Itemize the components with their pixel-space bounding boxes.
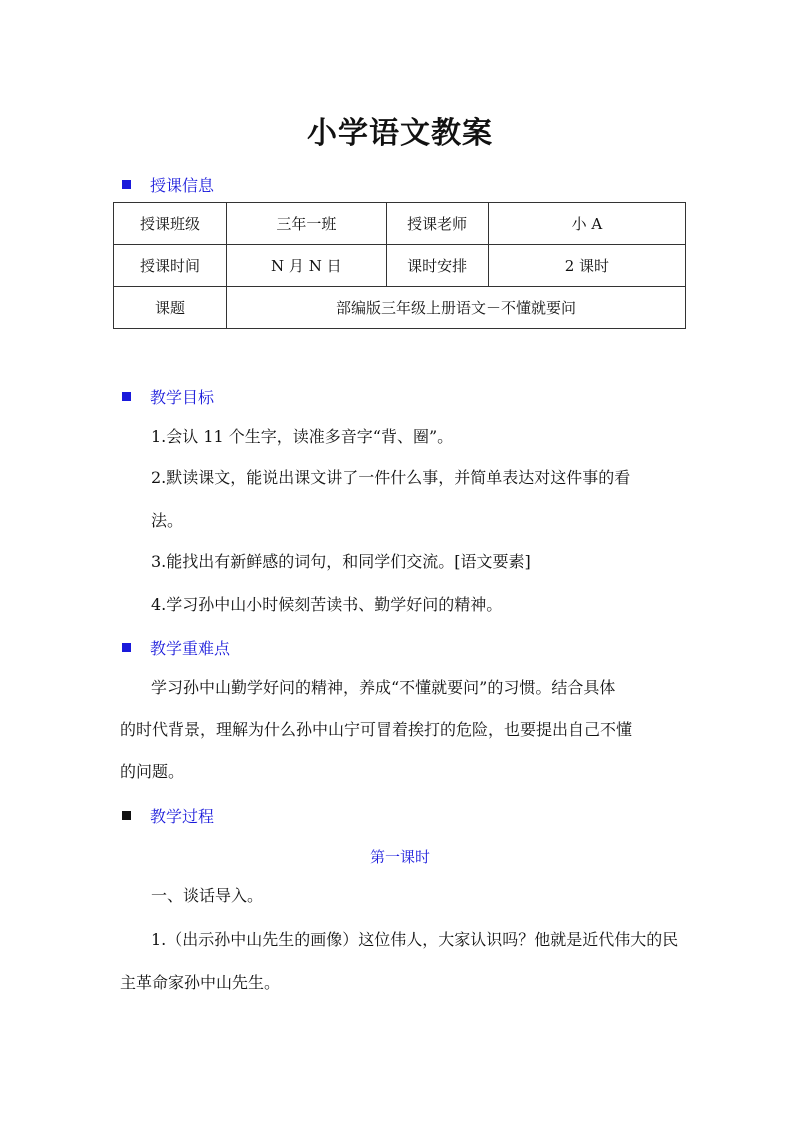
table-cell: 授课时间 — [114, 245, 227, 287]
keypoint-line: 的时代背景，理解为什么孙中山宁可冒着挨打的危险，也要提出自己不懂 — [120, 720, 633, 739]
table-cell: 三年一班 — [227, 203, 387, 245]
keypoint-line: 学习孙中山勤学好问的精神，养成“不懂就要问”的习惯。结合具体 — [151, 678, 616, 697]
keypoint-line: 的问题。 — [120, 762, 185, 781]
table-row — [114, 287, 686, 329]
table-cell: 2 课时 — [488, 245, 685, 287]
section-heading-goals — [122, 385, 214, 408]
lesson-info-table — [113, 202, 686, 329]
process-line: 一、谈话导入。 — [151, 886, 264, 905]
process-line: 1.（出示孙中山先生的画像）这位伟人，大家认识吗？他就是近代伟大的民 — [151, 930, 679, 949]
section-heading-label: 教学重难点 — [150, 639, 231, 658]
section-heading-keypoints — [122, 636, 230, 659]
table-cell: N 月 N 日 — [227, 245, 387, 287]
table-cell: 授课班级 — [114, 203, 227, 245]
table-row — [114, 203, 686, 245]
table-cell: 课题 — [114, 287, 227, 329]
lesson-subtitle: 第一课时 — [369, 848, 430, 866]
table-cell: 授课老师 — [386, 203, 488, 245]
square-bullet-icon — [122, 180, 131, 189]
section-heading-process — [122, 804, 214, 827]
goal-line: 法。 — [151, 511, 184, 530]
table-row — [114, 245, 686, 287]
goal-line: 4.学习孙中山小时候刻苦读书、勤学好问的精神。 — [151, 595, 503, 614]
table-cell: 课时安排 — [386, 245, 488, 287]
square-bullet-icon — [122, 811, 131, 820]
document-title: 小学语文教案 — [307, 116, 493, 151]
section-heading-info — [122, 173, 214, 196]
square-bullet-icon — [122, 392, 131, 401]
section-heading-label: 教学过程 — [150, 807, 215, 826]
process-line: 主革命家孙中山先生。 — [120, 973, 281, 992]
square-bullet-icon — [122, 643, 131, 652]
goal-line: 1.会认 11 个生字，读准多音字“背、圈”。 — [151, 427, 454, 446]
table-cell: 部编版三年级上册语文－不懂就要问 — [227, 287, 686, 329]
table-cell: 小 A — [488, 203, 685, 245]
goal-line: 2.默读课文，能说出课文讲了一件什么事，并简单表达对这件事的看 — [151, 468, 631, 487]
goal-line: 3.能找出有新鲜感的词句，和同学们交流。[语文要素] — [151, 552, 531, 571]
section-heading-label: 教学目标 — [150, 388, 215, 407]
section-heading-label: 授课信息 — [150, 176, 215, 195]
